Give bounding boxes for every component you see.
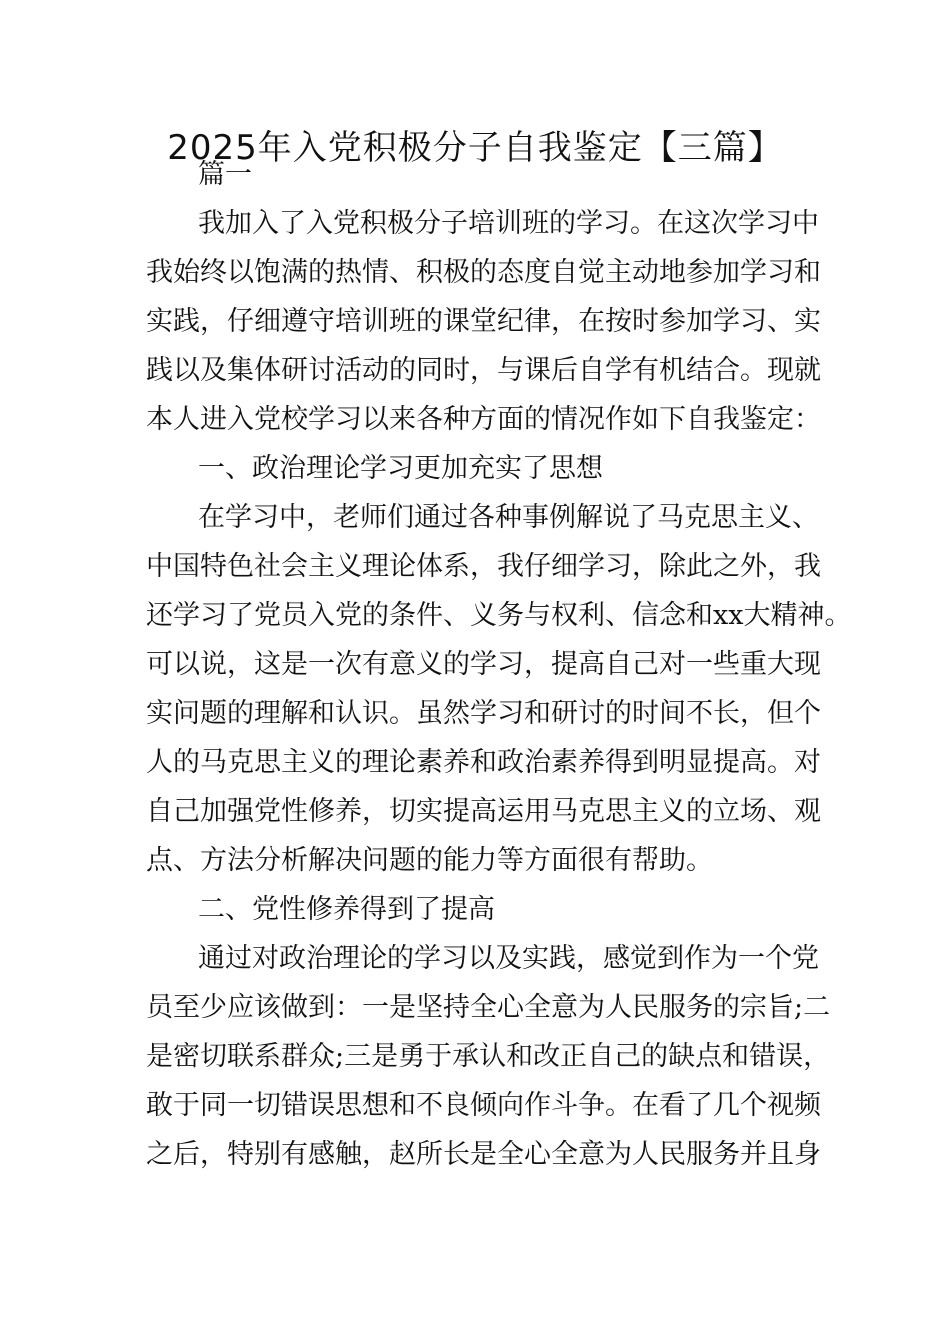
text-line: 是密切联系群众;三是勇于承认和改正自己的缺点和错误， xyxy=(146,1041,831,1072)
text-line: 二、党性修养得到了提高 xyxy=(198,894,495,925)
document-title: 2025年入党积极分子自我鉴定【三篇】 xyxy=(167,128,783,168)
text-line: 实问题的理解和认识。虽然学习和研讨的时间不长，但个 xyxy=(146,698,821,729)
text-line: 践以及集体研讨活动的同时，与课后自学有机结合。现就 xyxy=(146,355,821,386)
text-line: 自己加强党性修养，切实提高运用马克思主义的立场、观 xyxy=(146,796,821,827)
text-line: 实践，仔细遵守培训班的课堂纪律，在按时参加学习、实 xyxy=(146,306,821,337)
text-line: 点、方法分析解决问题的能力等方面很有帮助。 xyxy=(146,845,713,876)
text-line: 员至少应该做到：一是坚持全心全意为人民服务的宗旨;二 xyxy=(146,992,831,1023)
document-body xyxy=(146,150,852,1179)
text-line: 之后，特别有感触，赵所长是全心全意为人民服务并且身 xyxy=(146,1139,821,1170)
text-line: 通过对政治理论的学习以及实践，感觉到作为一个党 xyxy=(198,943,819,974)
text-line: 中国特色社会主义理论体系，我仔细学习，除此之外，我 xyxy=(146,551,821,582)
text-line: 还学习了党员入党的条件、义务与权利、信念和xx大精神。 xyxy=(146,600,852,631)
text-line: 一、政治理论学习更加充实了思想 xyxy=(198,453,603,484)
text-line: 敢于同一切错误思想和不良倾向作斗争。在看了几个视频 xyxy=(146,1090,821,1121)
text-line: 我始终以饱满的热情、积极的态度自觉主动地参加学习和 xyxy=(146,257,821,288)
text-line: 在学习中，老师们通过各种事例解说了马克思主义、 xyxy=(198,502,819,533)
text-line: 篇一 xyxy=(198,159,252,190)
text-line: 人的马克思主义的理论素养和政治素养得到明显提高。对 xyxy=(146,747,821,778)
text-line: 本人进入党校学习以来各种方面的情况作如下自我鉴定： xyxy=(146,404,821,435)
text-line: 可以说，这是一次有意义的学习，提高自己对一些重大现 xyxy=(146,649,821,680)
text-line: 我加入了入党积极分子培训班的学习。在这次学习中 xyxy=(198,208,819,239)
